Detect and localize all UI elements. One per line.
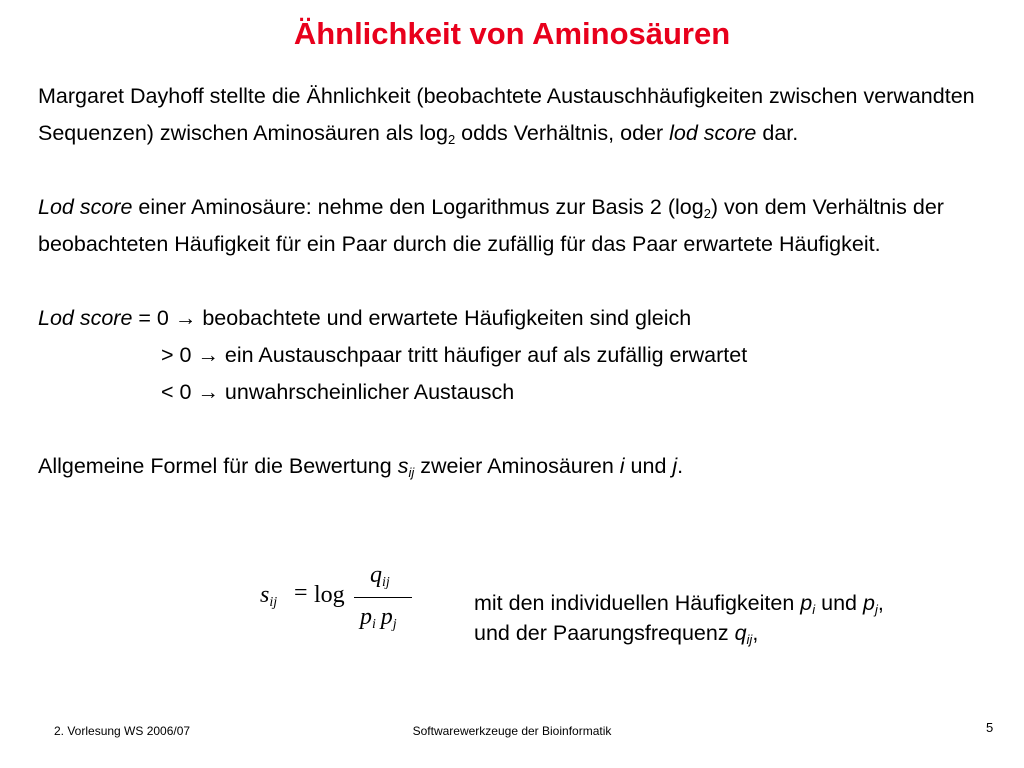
j-symbol: j bbox=[672, 454, 678, 478]
slide-title: Ähnlichkeit von Aminosäuren bbox=[293, 16, 731, 51]
intro-text-2: odds Verhältnis, oder bbox=[455, 121, 670, 145]
score-formula bbox=[258, 560, 428, 640]
lod-score-term: Lod score bbox=[38, 195, 133, 219]
footer-lecture: 2. Vorlesung WS 2006/07 bbox=[54, 724, 191, 738]
formula-note-line-1: mit den individuellen Häufigkeiten $p_i$ und $p_j$, bbox=[474, 591, 884, 617]
intro-text-end: dar. bbox=[756, 121, 799, 145]
formula-equals: = bbox=[294, 580, 308, 606]
case-equal: = 0 → beobachtete und erwartete Häufigkeiten sind gleich bbox=[132, 306, 692, 330]
formula-intro-text: Allgemeine Formel für die Bewertung bbox=[38, 454, 398, 478]
slide-body bbox=[38, 78, 998, 485]
footer-course: Softwarewerkzeuge der Bioinformatik bbox=[412, 724, 612, 738]
formula-denominator: $p_i$ $p_j$ bbox=[360, 604, 397, 632]
formula-log: log bbox=[314, 582, 345, 608]
formula-intro-text-3: und bbox=[624, 454, 673, 478]
log-subscript: 2 bbox=[447, 132, 456, 147]
formula-lhs: $s_{ij}$ bbox=[260, 582, 278, 610]
formula-note bbox=[474, 588, 1014, 648]
definition-text-2: ) von dem Verhältnis der beobachteten Häufigkeit für ein Paar durch die zufällig für das Paar erwartete Häufigkeit. bbox=[38, 195, 944, 256]
definition-text: einer Aminosäure: nehme den Logarithmus zur Basis 2 (log bbox=[132, 195, 704, 219]
fraction-bar bbox=[354, 597, 412, 598]
lod-score-term: Lod score bbox=[38, 306, 133, 330]
formula-note-line-2: und der Paarungsfrequenz $q_{ij}$, bbox=[474, 621, 759, 647]
intro-text: Margaret Dayhoff stellte die Ähnlichkeit (beobachtete Austauschhäufigkeiten zwischen verwandten Sequenzen) zwischen Aminosäuren als log bbox=[38, 84, 975, 145]
s-subscript: ij bbox=[408, 465, 415, 480]
formula-numerator: $q_{ij}$ bbox=[370, 562, 390, 590]
formula-intro bbox=[38, 448, 998, 485]
lod-score-term: lod score bbox=[669, 121, 757, 145]
intro-paragraph bbox=[38, 78, 998, 152]
formula-intro-text-2: zweier Aminosäuren bbox=[414, 454, 620, 478]
cases-line-1 bbox=[38, 300, 998, 337]
page-number: 5 bbox=[986, 720, 994, 735]
i-symbol: i bbox=[619, 454, 625, 478]
formula-intro-text-4: . bbox=[677, 454, 684, 478]
definition-paragraph bbox=[38, 189, 998, 263]
s-symbol: s bbox=[397, 454, 409, 478]
log-subscript: 2 bbox=[703, 206, 711, 221]
cases-line-2: > 0 → ein Austauschpaar tritt häufiger auf als zufällig erwartet bbox=[161, 343, 748, 367]
cases-line-3: < 0 → unwahrscheinlicher Austausch bbox=[161, 380, 515, 404]
